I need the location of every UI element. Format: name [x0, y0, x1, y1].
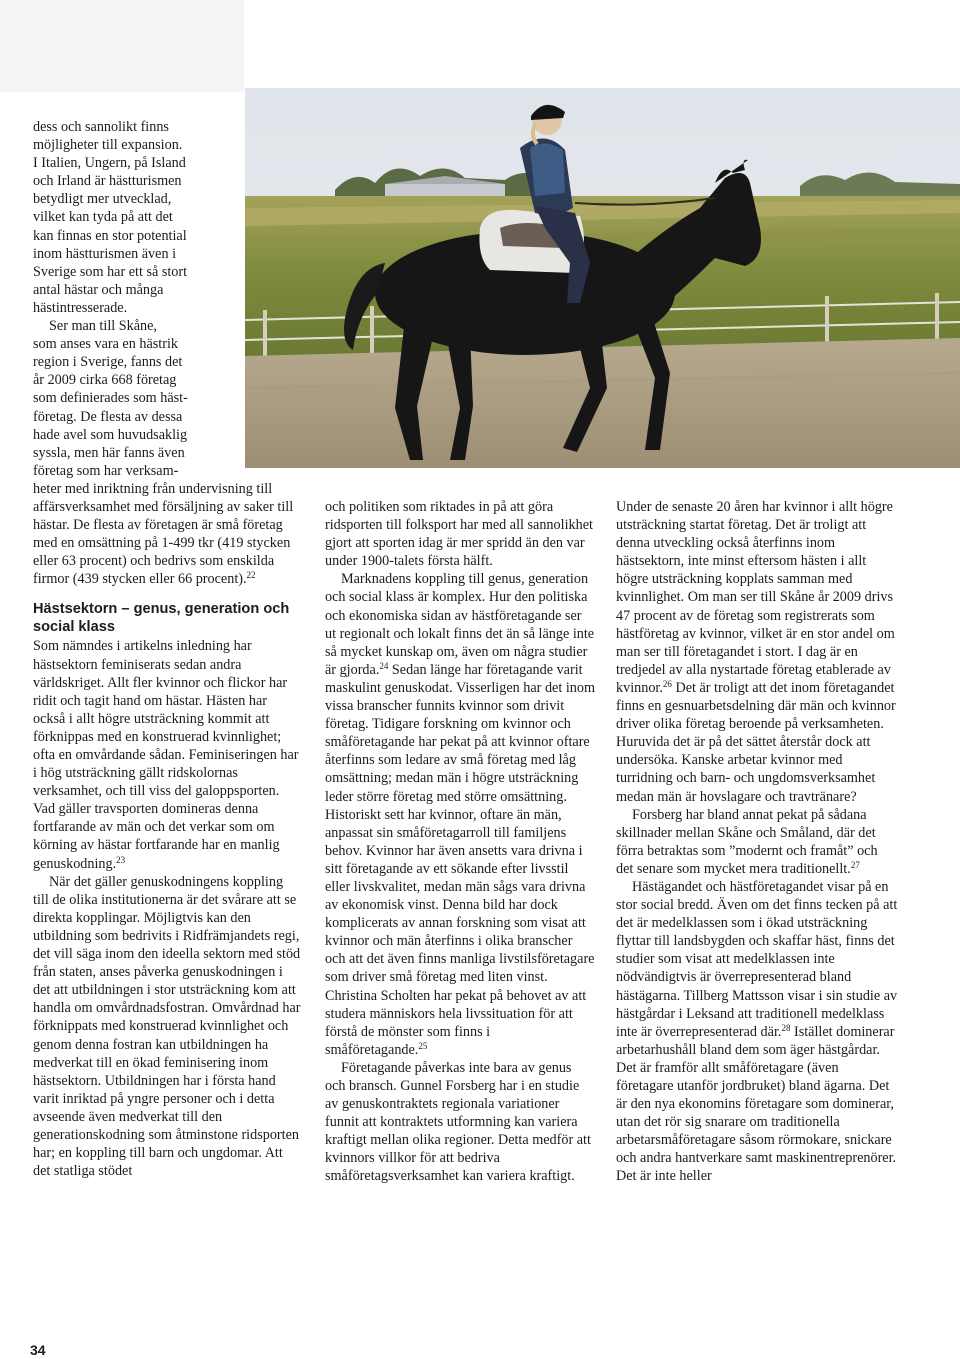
paragraph-social-breadth: [616, 878, 898, 1186]
text-line: inom hästturismen även i: [33, 245, 177, 262]
text-run: Under de senaste 20 åren har kvinnor i allt högre utsträckning startat företag. Det är troligt att denna utveckling också återfinns inom hästsektorn, inte minst eftersom hästen i allt högre utsträckning kopplats samman med kvinnlighet. Om man ser till Skåne år 2009 drivs 47 procent av de företag som registrerats som hästföretag av kvinnor, vilket är en stor andel om man ser till företagandet i stort. I dag är en tredjedel av alla nystartade företag etablerade av kvinnor.: [616, 499, 895, 696]
text-line: möjligheter till expansion.: [33, 137, 183, 154]
paragraph-feminization: [33, 637, 301, 872]
footnote-ref: 23: [116, 854, 126, 865]
text-line: som anses vara en hästrik: [33, 336, 178, 353]
text-line: företag som har verksam-: [33, 462, 179, 479]
footnote-ref: 28: [781, 1022, 791, 1033]
text-column-2: [325, 498, 595, 1186]
text-line: kan finnas en stor potential: [33, 227, 187, 244]
text-line: dess och sannolikt finns: [33, 119, 169, 135]
text-line: Sverige som har ett så stort: [33, 263, 188, 280]
text-run: Forsberg har bland annat pekat på sådana skillnader mellan Skåne och Småland, där det förra betraktas som ”modernt och framåt” och det senare som mycket mera traditionellt.: [616, 806, 878, 877]
column-1-narrow-block: [33, 118, 245, 480]
paragraph-politics: och politiken som riktades in på att göra ridsporten till folksport har med all sannolikhet gjort att sporten idag är mer spridd än den var under 1900-talets första hälft.: [325, 499, 593, 570]
header-band: [0, 0, 244, 92]
section-heading: Hästsektorn – genus, generation och social klass: [33, 601, 290, 636]
footnote-ref: 26: [662, 678, 672, 689]
photo-illustration: [245, 88, 960, 468]
text-run: Istället dominerar arbetarhushåll bland dem som äger hästgårdar. Det är framför allt småföretagare (även företagare utanför jordbruket) bland ägarna. Det är den nya ekonomins företagare som dominerar, utan det rör sig snarare om traditionella arbetarsmåföretagare såsom rörmokare, snickare och andra hantverkare samt maskinentreprenörer. Det är inte heller: [616, 1023, 897, 1185]
paragraph-gender-coding: När det gäller genuskodningens koppling till de olika institutionerna är det svårare att se direkta kopplingar. Möjligtvis kan den utbildning som bedrivits i Ridfrämjandets regi, det vill säga inom den ideella sektorn med stöd från staten, anses påverka genuskodningen i det att utbildningen i stor utsträckning kom att handla om omvårdnadsfostran. Omvårdnad har förknippats med konstruerad kvinnlighet och genom denna fostran kan utbildningen ha medverkat till en ökad feminisering inom hästsektorn. Utbildningen har i första hand varit inriktad på yngre personer och i detta avseende även medverkat till den generationskodning som åtminstone ridsporten har; en koppling till barn och ungdomar. Att det statliga stödet: [33, 873, 301, 1180]
text-run: Hästägandet och hästföretagandet visar på en stor social bredd. Även om det finns tecken på att det är medelklassen som i ökad utsträckning flyttar till landsbygden och skaffar häst, finns det studier som visat att medelklassen inte nödvändigtvis är överrepresenterad bland hästägarna. Tillberg Mattsson visar i sin studie av hästgårdar i Leksand att traditionell medelklass inte är överrepresenterad där.: [616, 878, 898, 1040]
text-line: hade avel som huvudsaklig: [33, 426, 188, 443]
footnote-ref: 24: [379, 660, 389, 671]
text-line: syssla, men här fanns även: [33, 444, 185, 461]
text-line: hästintresserade.: [33, 299, 128, 316]
text-line: antal hästar och många: [33, 281, 164, 298]
text-line: betydligt mer utvecklad,: [33, 191, 172, 208]
paragraph-expansion: [33, 118, 245, 317]
footnote-ref: 27: [850, 859, 860, 870]
footnote-ref: 22: [246, 570, 256, 581]
text-run: heter med inriktning från undervisning till affärsverksamhet med försäljning av saker till hästar. De flesta av företagen är små företag med en omsättning på 1-499 tkr (419 stycken eller 63 procent) och bedrivs som enskilda firmor (439 stycken eller 66 procent).: [33, 480, 294, 588]
paragraph-entrepreneurship: Företagande påverkas inte bara av genus och bransch. Gunnel Forsberg har i en studie av genuskontraktets regionala variationer funnit att kontraktets utformning kan variera kraftigt mellan olika regioner. Detta medför att kvinnors villkor för att bedriva småföretagsverksamhet kan variera kraftigt.: [325, 1059, 591, 1185]
footnote-ref: 25: [418, 1040, 428, 1051]
text-column-1: [33, 118, 301, 1180]
text-line: Ser man till Skåne,: [49, 318, 157, 335]
paragraph-forsberg: [616, 806, 898, 878]
text-line: I Italien, Ungern, på Island: [33, 155, 186, 172]
paragraph-women-business: [616, 498, 898, 806]
text-line: och Irland är hästturismen: [33, 173, 182, 190]
text-line: år 2009 cirka 668 företag: [33, 372, 177, 389]
paragraph-skane-continued: [33, 480, 301, 589]
text-line: vilket kan tyda på att det: [33, 209, 173, 226]
text-line: som definierades som häst-: [33, 390, 188, 407]
horse-rider-photo: [245, 88, 960, 468]
text-run: Det är troligt att det inom företagandet finns en gesnuarbetsdelning där män och kvinnor driver olika företag beroende på verksamheten. Huruvida det är på det sättet återstår dock att undersöka. Kanske arbetar kvinnor med turridning och barn- och ungdomsverksamhet medan män är hovslagare och travtränare?: [616, 679, 896, 805]
text-column-3: [616, 498, 898, 1186]
text-line: företag. De flesta av dessa: [33, 408, 183, 425]
paragraph-skane: [33, 317, 245, 480]
text-line: region i Sverige, fanns det: [33, 354, 183, 371]
paragraph-market: [325, 570, 595, 1059]
text-run: Sedan länge har företagande varit maskulint genuskodat. Visserligen har det inom vissa branscher funnits kvinnor som drivit företag. Tidigare forskning om kvinnor och småföretagande har pekat på att kvinnor oftare återfinns som ledare av små företag med låg omsättning; medan män i högre utsträckning leder större företag med större omsättning. Historiskt sett har kvinnor, oftare än män, anpassat sin småföretagarroll till familjens behov. Kvinnor har även ansetts vara drivna i sitt företagande av ett sökande efter livsstil eller livskvalitet, medan män sågs vara drivna av ekonomisk vinst. Denna bild har dock komplicerats av annan forskning som visat att kvinnor och män återfinns i olika branscher och att det även finns manliga livstilsföretagare som driver små företag med liten vinst. Christina Scholten har pekat på behovet av att studera människors hela livssituation för att förstå de mönster som finns i småföretagande.: [325, 661, 595, 1058]
text-run: Marknadens koppling till genus, generation och social klass är komplex. Hur den politiska och ekonomiska sidan av hästföretagande ser ut regionalt och lokalt finns det än så länge inte så mycket kunskap om, även om några studier är gjorda.: [325, 571, 595, 678]
text-run: Som nämndes i artikelns inledning har hästsektorn feminiserats sedan andra världskriget. Allt fler kvinnor och flickor har ridit och tagit hand om hästar. Hästen har också i allt högre utsträckning kommit att förknippas med en konstruerad kvinnlighet; ofta en omvårdande sådan. Feminiseringen har i hög utsträckning gällt ridskolornas verksamhet, och till viss del galoppsporten. Vad gäller travsporten domineras denna fortfarande av män och det verkar som om körning av hästar fortfarande har en manlig genuskodning.: [33, 638, 299, 872]
page-number: 34: [30, 1342, 46, 1358]
